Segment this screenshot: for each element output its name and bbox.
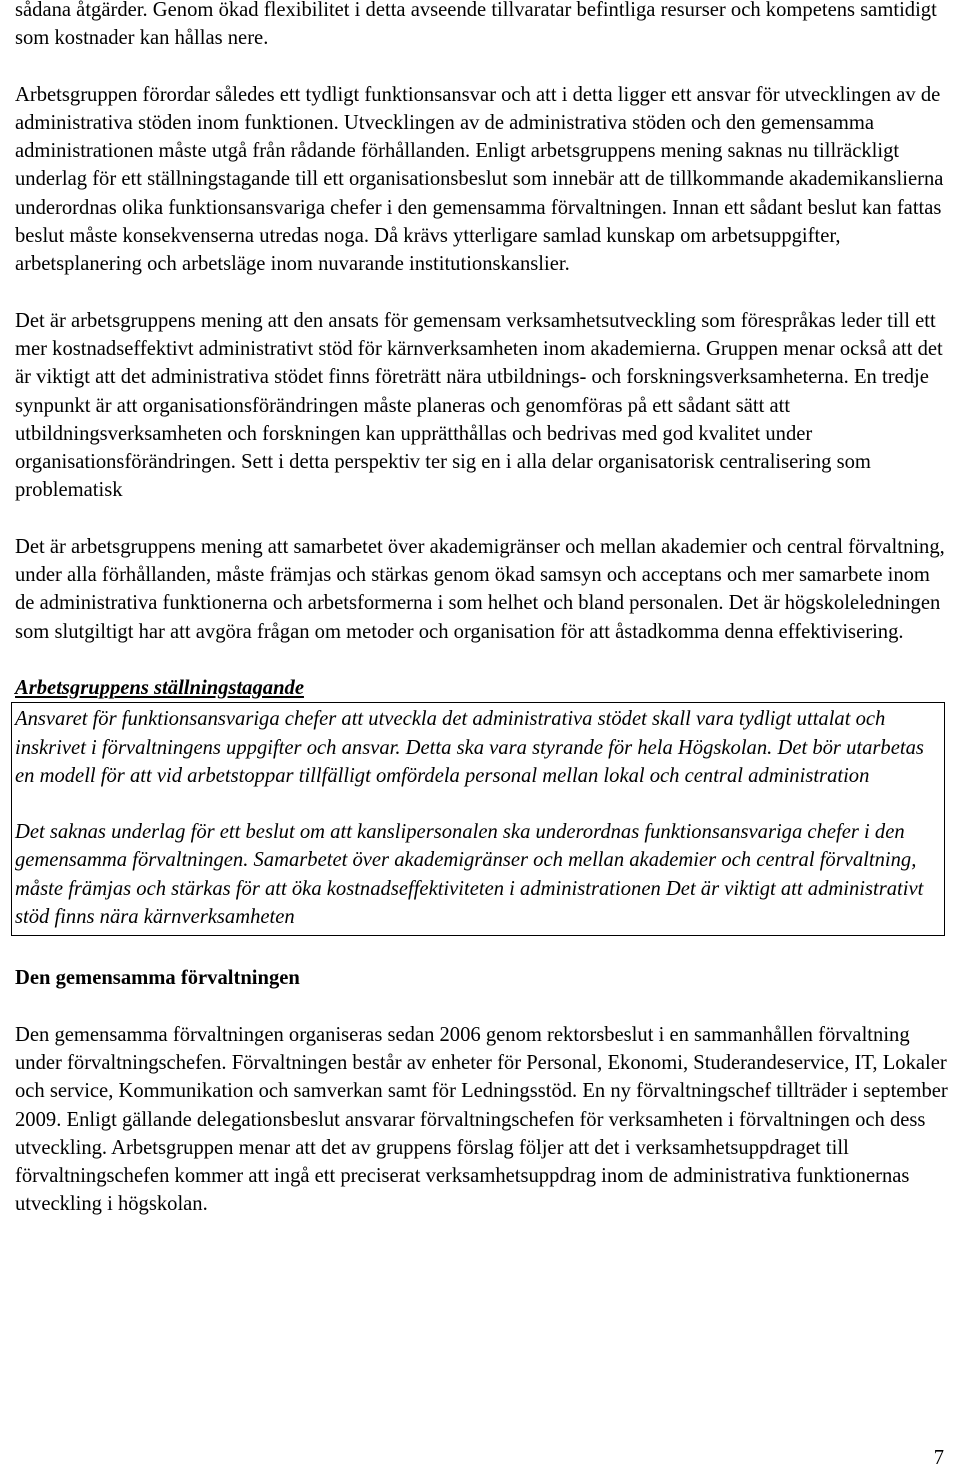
boxed-paragraph: Det saknas underlag för ett beslut om att kanslipersonalen ska underordnas funktionsansvariga chefer i den gemensamma förvaltningen. Samarbetet över akademigränser och mellan akademier och central förvaltning, måste främjas och stärkas för att öka kostnadseffektiviteten i administrationen Det är viktigt att administrativt stöd finns nära kärnverksamheten (15, 821, 924, 929)
paragraph: Det är arbetsgruppens mening att samarbetet över akademigränser och mellan akademier och central förvaltning, under alla förhållanden, måste främjas och stärkas genom ökad samsyn och acceptans och mer samarbete inom de administrativa funktionerna och arbetsformerna i som helhet och bland personalen. Det är högskoleledningen som slutgiltigt har att avgöra frågan om metoder och organisation för att åstadkomma denna effektivisering. (15, 535, 945, 643)
paragraph: Arbetsgruppen förordar således ett tydligt funktionsansvar och att i detta ligger ett ansvar för utvecklingen av de administrativa stöden inom funktionen. Utvecklingen av de administrativa stöden och den gemensamma administrationen måste utgå från rådande förhållanden. Enligt arbetsgruppens mening saknas nu tillräckligt underlag för ett ställningstagande till ett organisationsbeslut som innebär att de tillkommande akademikanslierna underordnas olika funktionsansvariga chefer i den gemensamma förvaltningen. Innan ett sådant beslut kan fattas beslut måste konsekvenserna utredas noga. Då krävs ytterligare samlad kunskap om arbetsuppgifter, arbetsplanering och arbetsläge inom nuvarande institutionskanslier. (15, 83, 944, 276)
boxed-paragraph: Ansvaret för funktionsansvariga chefer att utveckla det administrativa stödet skall vara tydligt uttalat och inskrivet i förvaltningens uppgifter och ansvar. Detta ska vara styrande för hela Högskolan. Det bör utarbetas en modell för att vid arbetstoppar tillfälligt omfördela personal mellan lokal och central administration (15, 708, 924, 787)
paragraph: Det är arbetsgruppens mening att den ansats för gemensam verksamhetsutveckling som förespråkas leder till ett mer kostnadseffektivt administrativt stöd för kärnverksamheten inom akademierna. Gruppen menar också att det är viktigt att det administrativa stödet finns företrätt nära utbildnings- och forskningsverksamheterna. En tredje synpunkt är att organisationsförändringen måste planeras och genomföras på ett sådant sätt att utbildningsverksamheten och forskningen kan upprätthållas och bedrivas med god kvalitet under organisationsförändringen. Sett i detta perspektiv ter sig en i alla delar organisatorisk centralisering som problematisk (15, 309, 943, 502)
paragraph: sådana åtgärder. Genom ökad flexibilitet i detta avseende tillvaratar befintliga resurser och kompetens samtidigt som kostnader kan hållas nere. (15, 0, 937, 50)
section-heading-stallningstagande: Arbetsgruppens ställningstagande (15, 676, 304, 699)
position-statement-box (11, 702, 945, 936)
paragraph: Den gemensamma förvaltningen organiseras sedan 2006 genom rektorsbeslut i en sammanhållen förvaltning under förvaltningschefen. Förvaltningen består av enheter för Personal, Ekonomi, Studerandeservice, IT, Lokaler och service, Kommunikation och samverkan samt för Ledningsstöd. En ny förvaltningschef tillträder i september 2009. Enligt gällande delegationsbeslut ansvarar förvaltningschefen för verksamheten i förvaltningen och dess utveckling. Arbetsgruppen menar att det av gruppens förslag följer att det i verksamhetsuppdraget till förvaltningschefen kommer att ingå ett preciserat verksamhetsuppdrag inom de administrativa funktionernas utveckling i högskolan. (15, 1023, 948, 1216)
page-number: 7 (933, 1447, 944, 1469)
document-page (15, 0, 950, 1219)
section-heading-gemensamma-forvaltningen: Den gemensamma förvaltningen (15, 967, 300, 990)
